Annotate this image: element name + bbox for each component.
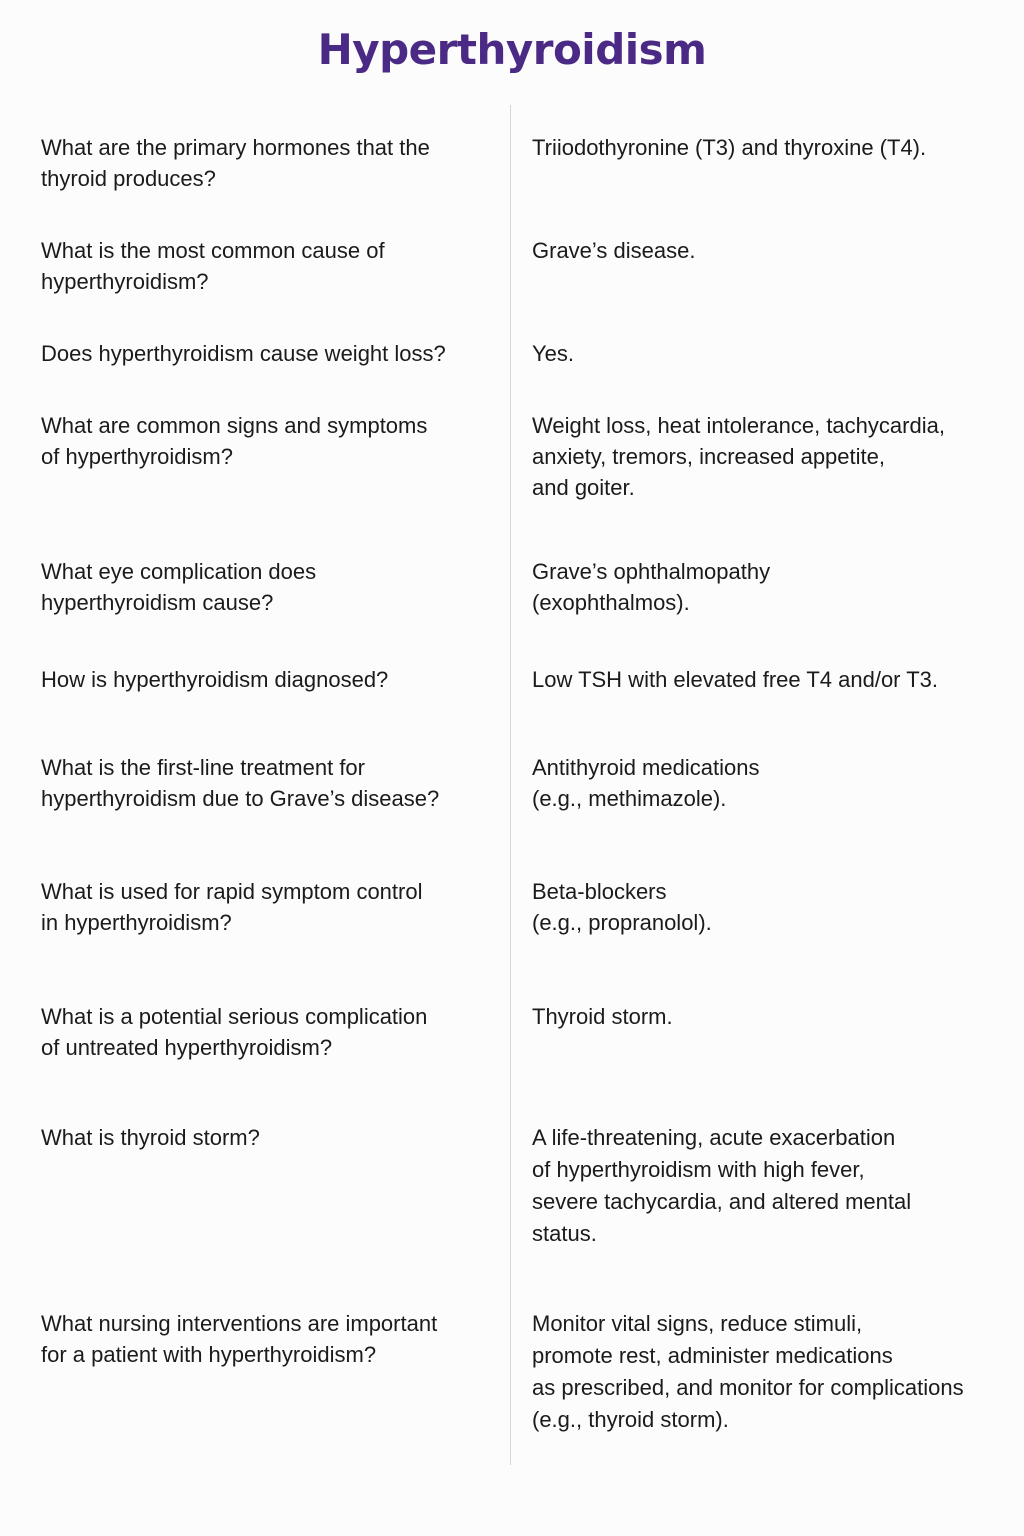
answer-nursing-interventions: Monitor vital signs, reduce stimuli, promote rest, administer medications as prescribed, and monitor for complications (e.g., thyroid storm). <box>532 1311 964 1432</box>
question-nursing-interventions: What nursing interventions are important for a patient with hyperthyroidism? <box>41 1311 438 1367</box>
question-first-line-treatment: What is the first-line treatment for hyperthyroidism due to Grave’s disease? <box>41 755 440 811</box>
answer-first-line-treatment: Antithyroid medications (e.g., methimazole). <box>532 755 760 811</box>
answer-eye-complication: Grave’s ophthalmopathy (exophthalmos). <box>532 559 771 615</box>
question-eye-complication: What eye complication does hyperthyroidism cause? <box>41 559 317 615</box>
question-thyroid-storm: What is thyroid storm? <box>41 1125 260 1150</box>
answer-serious-complication: Thyroid storm. <box>532 1004 673 1029</box>
answer-rapid-symptom-control: Beta-blockers (e.g., propranolol). <box>532 879 712 935</box>
question-primary-hormones: What are the primary hormones that the thyroid produces? <box>41 135 430 191</box>
question-weight-loss: Does hyperthyroidism cause weight loss? <box>41 341 446 366</box>
answer-weight-loss: Yes. <box>532 341 575 366</box>
answer-primary-hormones: Triiodothyronine (T3) and thyroxine (T4). <box>532 135 927 160</box>
answer-common-cause: Grave’s disease. <box>532 238 696 263</box>
question-rapid-symptom-control: What is used for rapid symptom control in hyperthyroidism? <box>41 879 423 935</box>
answer-diagnosis: Low TSH with elevated free T4 and/or T3. <box>532 667 939 692</box>
question-common-cause: What is the most common cause of hyperthyroidism? <box>41 238 385 294</box>
page-title: Hyperthyroidism <box>317 25 707 74</box>
question-diagnosis: How is hyperthyroidism diagnosed? <box>41 667 389 692</box>
column-divider <box>510 105 511 1465</box>
answer-signs-symptoms: Weight loss, heat intolerance, tachycardia, anxiety, tremors, increased appetite, and goiter. <box>532 413 945 500</box>
question-signs-symptoms: What are common signs and symptoms of hyperthyroidism? <box>41 413 428 469</box>
answer-thyroid-storm: A life-threatening, acute exacerbation of hyperthyroidism with high fever, severe tachycardia, and altered mental status. <box>532 1125 912 1246</box>
question-serious-complication: What is a potential serious complication of untreated hyperthyroidism? <box>41 1004 428 1060</box>
